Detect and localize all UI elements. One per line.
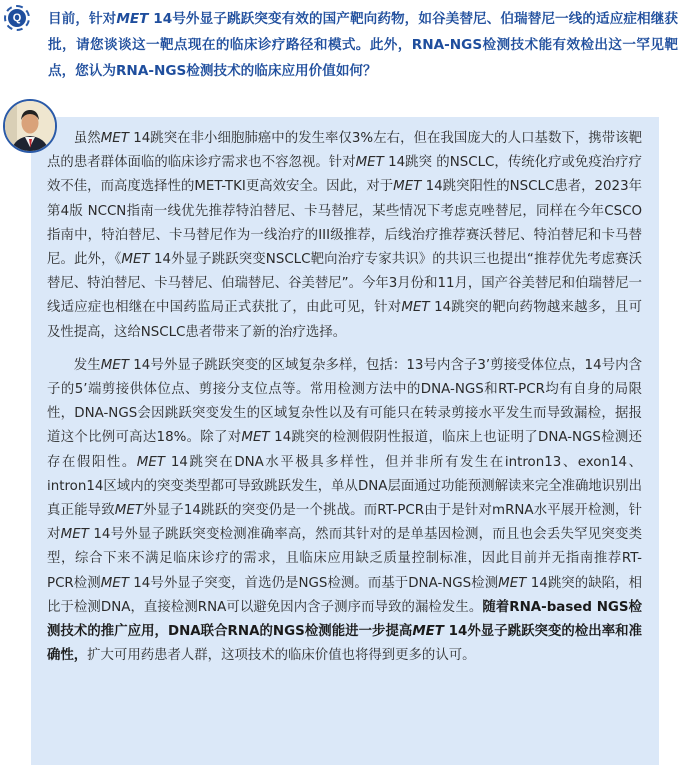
gene-name: MET: [412, 624, 444, 640]
gene-name: MET: [393, 179, 422, 195]
answer-text: 14跳突阳性的NSCLC患者，2023年第4版 NCCN指南一线优先推荐特泊替尼、卡马替尼，某些情况下考虑克唑替尼，同样在今年CSCO指南中，特泊替尼、卡马替尼作为一线治疗的III级推荐，后线治疗推荐赛沃替尼、特泊替尼和卡马替尼。此外，《: [47, 179, 642, 268]
answer-text: 14跳突在非小细胞肺癌中的发生率仅3%左右，但在我国庞大的人口基数下，携带该靶点的患者群体面临的临床诊疗需求也不容忽视。针对: [47, 131, 642, 171]
gene-name: MET: [100, 575, 129, 591]
gene-name: MET: [121, 252, 150, 268]
answer-text: 14号外显子突变，首选仍是NGS检测。而基于DNA-NGS检测: [128, 575, 499, 591]
answer-text: 14跳突的缺陷，相比于检测DNA，直接检测RNA可以避免因内含子测序而导致的漏检发生。: [47, 575, 642, 615]
answer-text: 外显子14跳跃的突变仍是一个挑战。而RT-PCR由于是针对mRNA水平展开检测，针对: [47, 503, 642, 543]
gene-name: MET: [100, 357, 129, 373]
gene-name: MET: [241, 430, 270, 446]
question-text: 14号外显子跳跃突变有效的国产靶向药物，如谷美替尼、伯瑞替尼一线的适应症相继获批，请您谈谈这一靶点现在的临床诊疗路径和模式。此外，RNA-NGS检测技术能有效检出这一罕见靶点，您认为RNA-NGS检测技术的临床应用价值如何？: [48, 11, 678, 79]
question-badge-icon: [4, 5, 30, 31]
gene-name: MET: [136, 454, 165, 470]
gene-name: MET: [60, 527, 89, 543]
question-text: 目前，针对: [48, 11, 117, 27]
answer-text: 14外显子跳跃突变NSCLC靶向治疗专家共识》的共识三也提出“推荐优先考虑赛沃替尼、特泊替尼、卡马替尼、伯瑞替尼、谷美替尼”。今年3月份和11月，国产谷美替尼和伯瑞替尼一线适应症也相继在中国药监局正式获批了，由此可见，针对: [47, 252, 642, 316]
answer-text: 14跳突的检测假阴性报道，临床上也证明了DNA-NGS检测还存在假阳性。: [47, 430, 643, 470]
answer-text: 虽然: [73, 131, 101, 146]
answer-paragraph-1: [47, 127, 642, 345]
gene-name: MET: [114, 503, 143, 519]
answer-text: 扩大可用药患者人群，这项技术的临床价值也将得到更多的认可。: [87, 648, 476, 664]
answer-text: 14号外显子跳跃突变检测准确率高，然而其针对的是单基因检测，而且也会丢失罕见突变类型，综合下来不满足临床诊疗的需求，且临床应用缺乏质量控制标准，因此目前并无指南推荐RT-PCR检测: [47, 527, 643, 591]
expert-answer: [47, 127, 642, 677]
answer-text: 随着RNA-based NGS检测技术的推广应用，DNA联合RNA的NGS检测能进一步提高: [47, 599, 643, 640]
answer-text: 发生: [73, 357, 101, 373]
answer-text: 14跳突在DNA水平极具多样性，但并非所有发生在intron13、exon14、intron14区域内的突变类型都可导致跳跃发生，单从DNA层面通过功能预测解读来完全准确地识别出真正能导致: [47, 454, 642, 519]
question-badge-letter: Q: [8, 9, 26, 27]
gene-name: MET: [100, 131, 129, 146]
answer-text: 14跳突 的NSCLC，传统化疗或免疫治疗疗效不佳，而高度选择性的MET-TKI更高效安全。因此，对于: [47, 155, 642, 195]
gene-name: MET: [498, 575, 527, 591]
gene-name: MET: [401, 300, 430, 316]
answer-text: 14跳突的靶向药物越来越多，且可及性提高，这给NSCLC患者带来了新的治疗选择。: [47, 300, 643, 340]
interview-question: [48, 6, 678, 84]
gene-name: MET: [355, 155, 384, 171]
gene-name: MET: [116, 11, 149, 27]
answer-text: 14外显子跳跃突变的检出率和准确性，: [47, 624, 642, 664]
answer-paragraph-2: [47, 354, 642, 669]
answer-text: 14号外显子跳跃突变的区域复杂多样，包括：13号内含子3’剪接受体位点，14号内含子的5’端剪接供体位点、剪接分支位点等。常用检测方法中的DNA-NGS和RT-PCR均有自身的局限性，DNA-NGS会因跳跃突变发生的区域复杂性以及有可能只在转录剪接水平发生而导致漏检，据报道这个比例可高达18%。除了对: [47, 357, 643, 446]
